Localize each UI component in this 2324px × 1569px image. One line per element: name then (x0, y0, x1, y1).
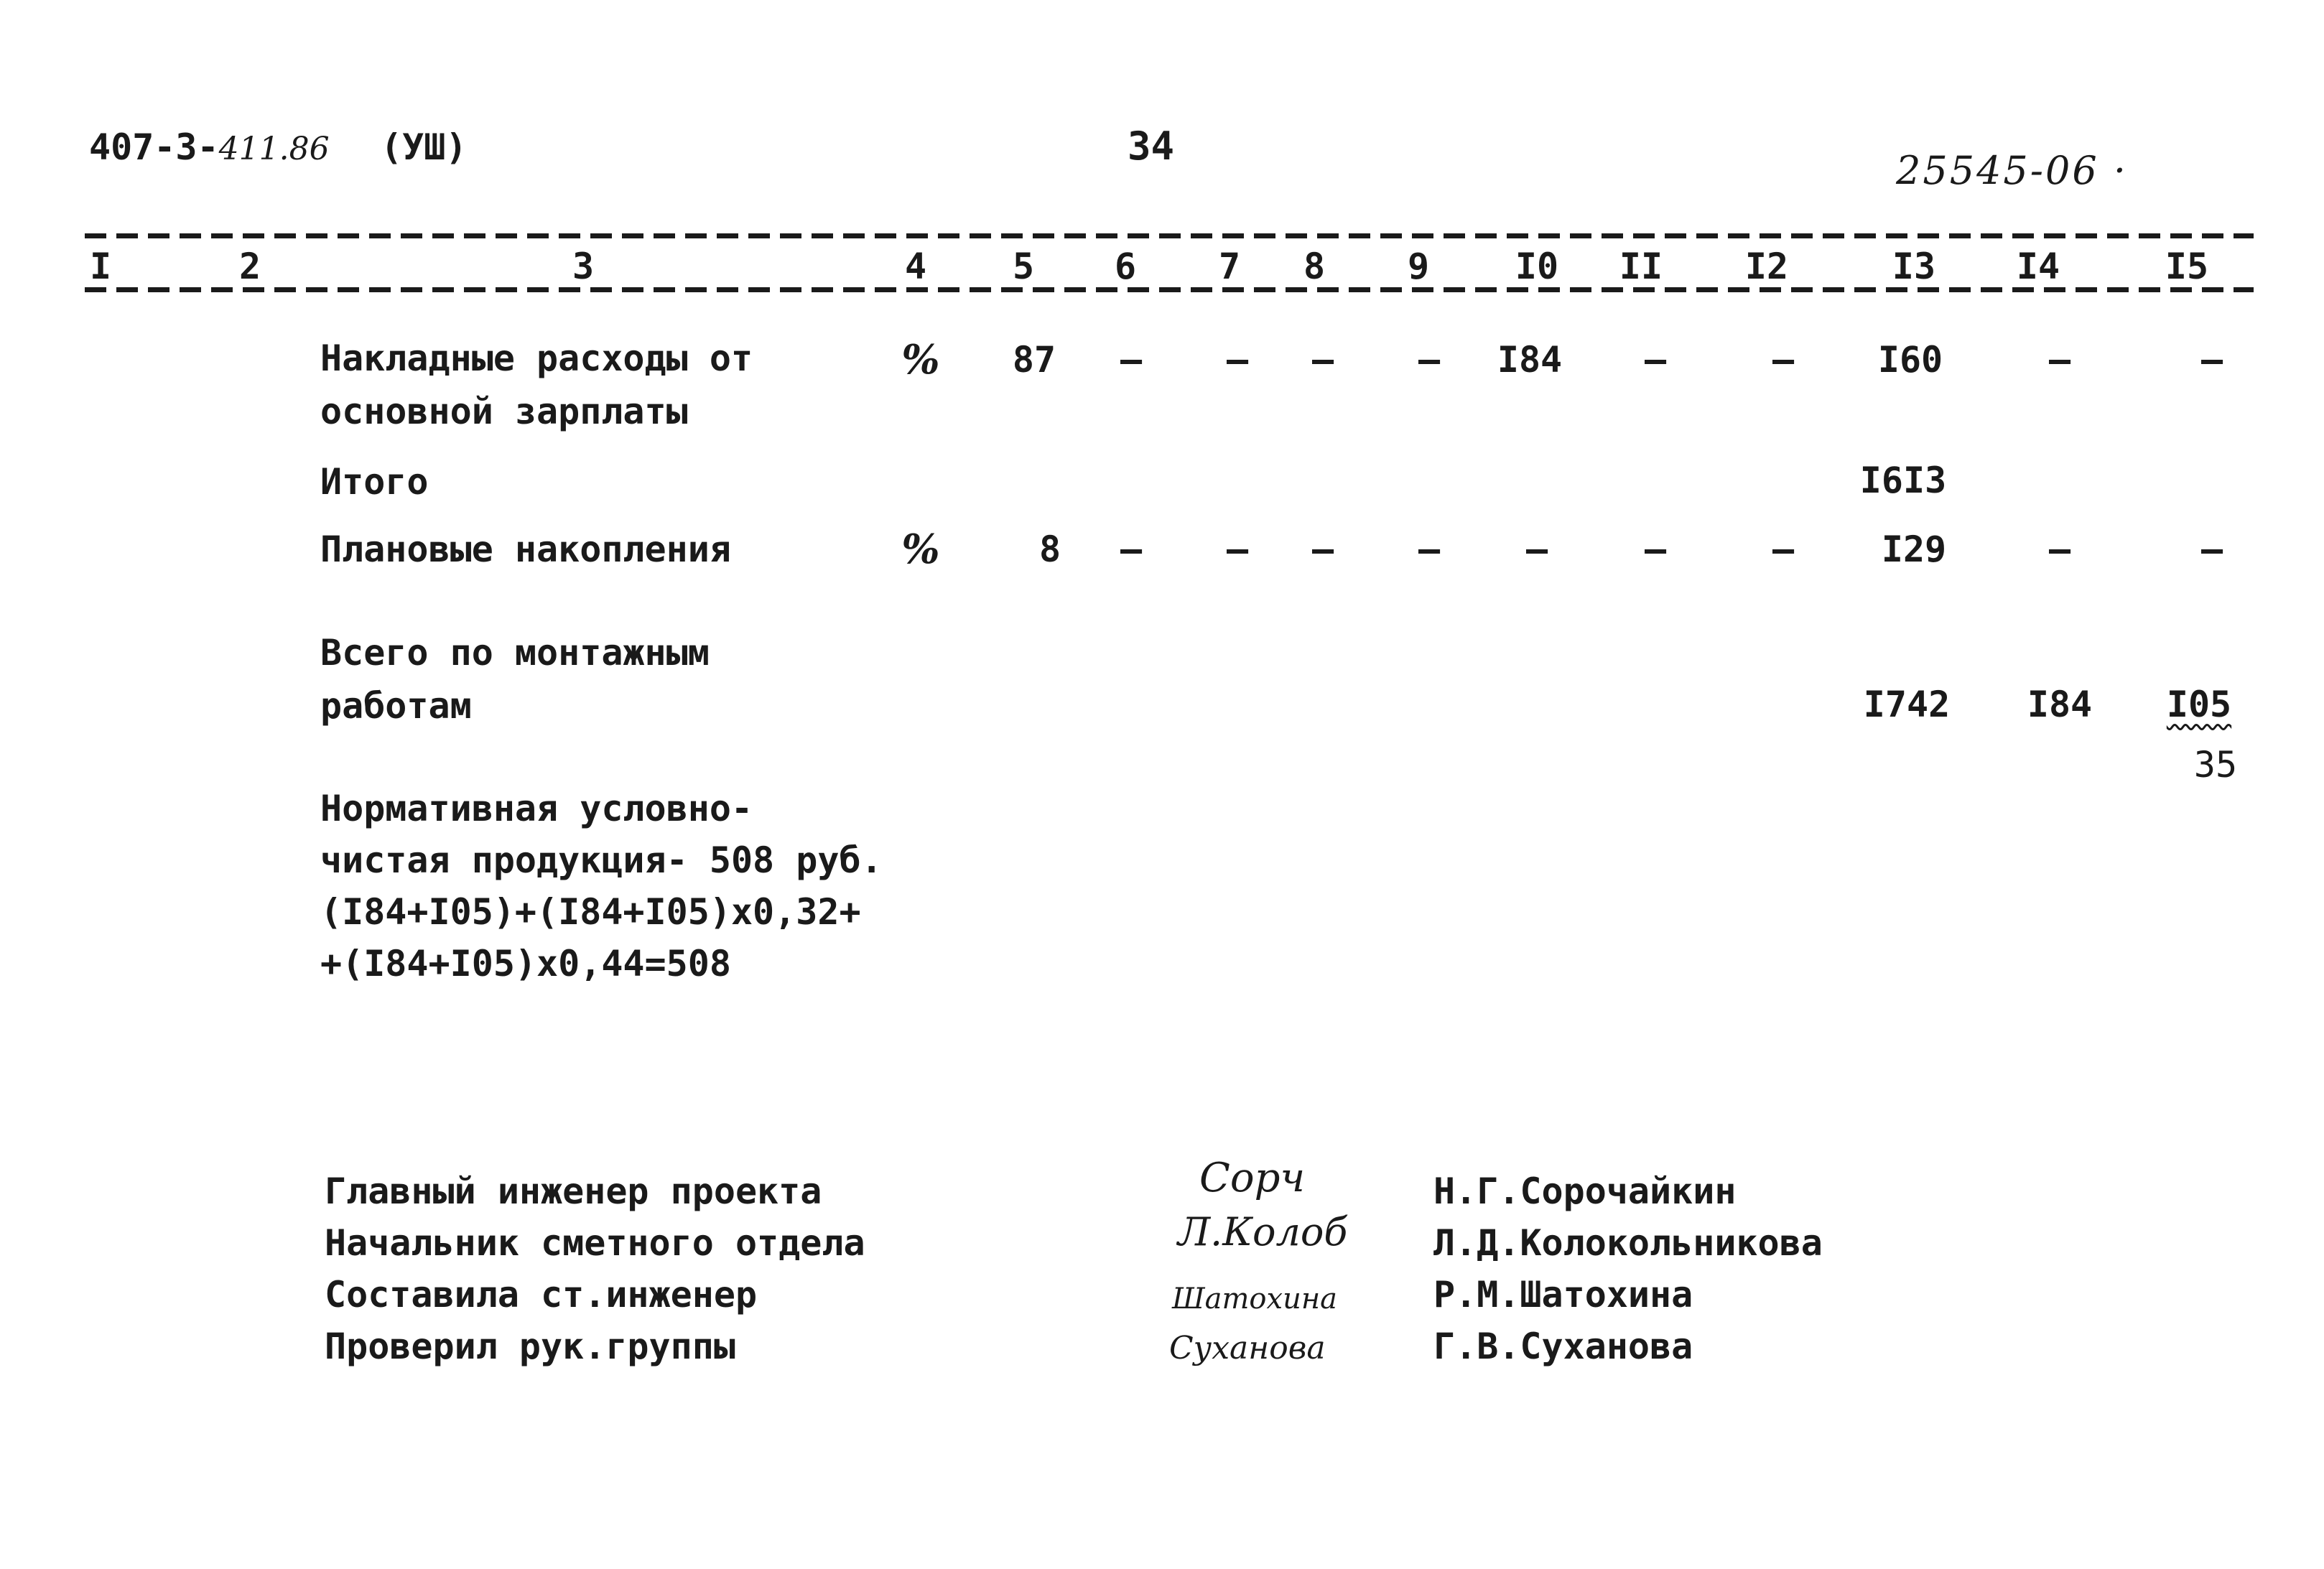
overhead-c15: – (2200, 339, 2223, 381)
column-number-5: 5 (1012, 246, 1035, 287)
signature-role-chief-engineer: Главный инженер проекта (325, 1170, 822, 1212)
total-c14: I84 (2027, 684, 2093, 725)
column-number-7: 7 (1218, 246, 1241, 287)
header-rule-top (85, 233, 2254, 238)
planned-c6: – (1120, 529, 1143, 570)
signature-name-checker: Г.В.Суханова (1433, 1326, 1693, 1367)
overhead-c6: – (1120, 339, 1143, 381)
column-number-14: I4 (2016, 246, 2060, 287)
subtotal-c13: I6I3 (1859, 460, 1947, 501)
overhead-c13: I60 (1877, 339, 1943, 381)
overhead-c9: – (1418, 339, 1441, 381)
volume-number: (УШ) (381, 126, 468, 168)
total-c15-sub: 35 (2193, 744, 2238, 786)
signature-role-compiler: Составила ст.инженер (325, 1274, 758, 1316)
signature-name-estimate-head: Л.Д.Колокольникова (1433, 1222, 1823, 1264)
overhead-c8: – (1311, 339, 1334, 381)
planned-c14: – (2048, 529, 2071, 570)
row-overhead-label-line2: основной зарплаты (320, 391, 688, 432)
planned-c10: – (1525, 529, 1548, 570)
normative-product-formula (320, 783, 883, 990)
signature-name-compiler: Р.М.Шатохина (1433, 1274, 1693, 1316)
column-number-1: I (89, 246, 112, 287)
column-number-3: 3 (572, 246, 595, 287)
overhead-rate: 87 (1012, 339, 1056, 381)
formula-line1: Нормативная условно- (320, 788, 753, 829)
planned-c13: I29 (1881, 529, 1947, 570)
column-number-2: 2 (238, 246, 261, 287)
row-total-label (320, 626, 710, 732)
row-total-label-line1: Всего по монтажным (320, 632, 710, 674)
document-code-handwritten: 411.86 (218, 131, 330, 167)
overhead-unit: % (901, 336, 940, 383)
total-c15: I05 (2166, 684, 2232, 725)
overhead-c7: – (1226, 339, 1249, 381)
overhead-c10: I84 (1497, 339, 1563, 381)
row-total-label-line2: работам (320, 685, 472, 727)
planned-rate: 8 (1038, 529, 1061, 570)
formula-line2: чистая продукция- 508 руб. (320, 839, 883, 881)
row-overhead-label-line1: Накладные расходы от (320, 337, 753, 379)
planned-c8: – (1311, 529, 1334, 570)
planned-c12: – (1772, 529, 1795, 570)
row-overhead-label (320, 332, 753, 438)
signature-name-chief-engineer: Н.Г.Сорочайкин (1433, 1170, 1737, 1212)
page-number: 34 (1128, 124, 1175, 169)
signature-role-checker: Проверил рук.группы (325, 1326, 735, 1367)
column-number-6: 6 (1114, 246, 1137, 287)
column-number-9: 9 (1407, 246, 1430, 287)
column-number-8: 8 (1303, 246, 1326, 287)
planned-unit: % (901, 526, 940, 573)
planned-c9: – (1418, 529, 1441, 570)
planned-c15: – (2200, 529, 2223, 570)
signature-checker: Суханова (1169, 1330, 1326, 1367)
document-code (89, 126, 330, 168)
column-number-13: I3 (1892, 246, 1936, 287)
header-rule-bottom (85, 287, 2254, 292)
document-code-printed: 407-3- (89, 126, 219, 168)
overhead-c12: – (1772, 339, 1795, 381)
row-planned-label: Плановые накопления (320, 529, 731, 570)
planned-c11: – (1644, 529, 1667, 570)
signature-role-estimate-head: Начальник сметного отдела (325, 1222, 865, 1264)
doc-number-handwritten: 25545-06 · (1896, 148, 2129, 193)
formula-line4: +(I84+I05)x0,44=508 (320, 943, 731, 984)
column-number-11: II (1619, 246, 1663, 287)
column-number-15: I5 (2165, 246, 2209, 287)
signature-chief-engineer: Сорч (1199, 1155, 1306, 1201)
column-number-4: 4 (904, 246, 927, 287)
overhead-c11: – (1644, 339, 1667, 381)
signature-compiler: Шатохина (1172, 1282, 1338, 1316)
total-c13: I742 (1863, 684, 1951, 725)
overhead-c14: – (2048, 339, 2071, 381)
formula-line3: (I84+I05)+(I84+I05)x0,32+ (320, 891, 861, 933)
planned-c7: – (1226, 529, 1249, 570)
signature-estimate-head: Л.Колоб (1178, 1209, 1348, 1254)
row-subtotal-label: Итого (320, 461, 429, 503)
column-number-10: I0 (1515, 246, 1559, 287)
column-number-12: I2 (1744, 246, 1789, 287)
